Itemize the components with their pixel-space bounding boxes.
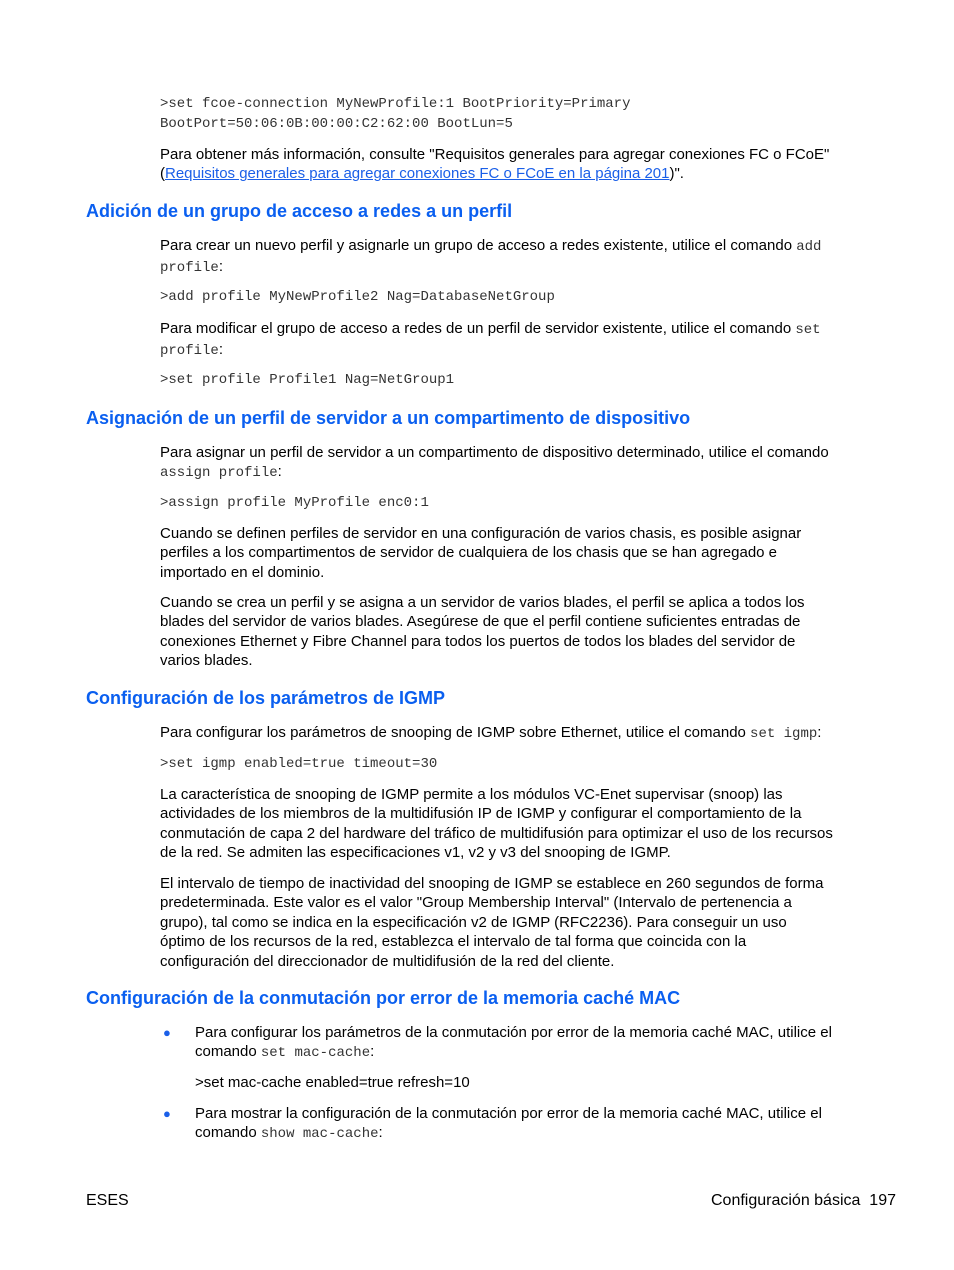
line: blades del servidor de varios blades. Asegúrese de que el perfil contiene suficientes entradas de <box>160 613 801 631</box>
colon: : <box>218 258 223 276</box>
line: Cuando se crea un perfil y se asigna a un servidor de varios blades, el perfil se aplica a todos los <box>160 594 805 611</box>
colon: : <box>277 463 282 481</box>
bullet-show-mac <box>195 1104 885 1145</box>
code-fcoe-line2: BootPort=50:06:0B:00:00:C2:62:00 BootLun=5 <box>160 116 513 132</box>
colon: : <box>378 1124 383 1142</box>
code-fcoe-line1: >set fcoe-connection MyNewProfile:1 BootPriority=Primary <box>160 96 631 112</box>
heading-assign: Asignación de un perfil de servidor a un compartimento de dispositivo <box>86 408 691 428</box>
line: Cuando se definen perfiles de servidor en una configuración de varios chasis, es posible asignar <box>160 525 802 542</box>
para-assign-multiblade <box>160 593 885 671</box>
para-igmp-intro-text: Para configurar los parámetros de snooping de IGMP sobre Ethernet, utilice el comando <box>160 724 751 741</box>
para-igmp-timeout <box>160 874 885 971</box>
word-comando: comando <box>195 1043 261 1061</box>
para-more-info <box>160 145 885 184</box>
line: perfiles a los compartimentos de servidor de cualquiera de los chasis que se han agregado e <box>160 544 778 562</box>
line: importado en el dominio. <box>160 563 325 581</box>
code-set-mac-cache: >set mac-cache enabled=true refresh=10 <box>195 1074 470 1091</box>
colon: : <box>370 1043 375 1061</box>
cmd-set-igmp: set igmp <box>750 726 818 742</box>
para-assign-multichassis <box>160 524 885 582</box>
code-add-profile: >add profile MyNewProfile2 Nag=DatabaseNetGroup <box>160 289 555 305</box>
code-set-igmp: >set igmp enabled=true timeout=30 <box>160 756 438 772</box>
line: Para configurar los parámetros de la conmutación por error de la memoria caché MAC, utilice el <box>195 1024 832 1041</box>
para-more-info-end: )". <box>669 165 684 183</box>
line: El intervalo de tiempo de inactividad del snooping de IGMP se establece en 260 segundos de forma <box>160 875 824 892</box>
line: conexiones Ethernet y Fibre Channel para todos los puertos de todos los blades del servidor de <box>160 632 796 650</box>
page-number: 197 <box>869 1192 896 1209</box>
cmd-set-mac-cache: set mac-cache <box>260 1045 371 1062</box>
line: Para mostrar la configuración de la conmutación por error de la memoria caché MAC, utilice el <box>195 1105 822 1122</box>
para-nag-create-text: Para crear un nuevo perfil y asignarle un grupo de acceso a redes existente, utilice el comando <box>160 237 797 254</box>
cmd-set: set <box>795 322 821 338</box>
bullet-configure-mac <box>195 1023 885 1064</box>
heading-igmp: Configuración de los parámetros de IGMP <box>86 688 446 708</box>
heading-mac-cache: Configuración de la conmutación por error de la memoria caché MAC <box>86 988 681 1008</box>
para-more-info-text: Para obtener más información, consulte "Requisitos generales para agregar conexiones FC o FCoE" ( <box>160 146 830 183</box>
heading-nag: Adición de un grupo de acceso a redes a un perfil <box>86 201 513 221</box>
line: conmutación de capa 2 del hardware del tráfico de multidifusión para optimizar el uso de los recursos <box>160 824 833 842</box>
para-assign-intro-text: Para asignar un perfil de servidor a un compartimento de dispositivo determinado, utilice el comando <box>160 444 829 461</box>
line: actividades de los miembros de la multidifusión IP de IGMP y configurar el comportamiento de la <box>160 805 802 823</box>
word-comando: comando <box>195 1124 261 1142</box>
para-nag-modify <box>160 319 885 362</box>
cmd-show-mac-cache: show mac-cache <box>260 1126 379 1143</box>
bullet-icon: ● <box>163 1106 171 1121</box>
cmd-profile: profile <box>160 343 219 360</box>
line: de la red. Se admiten las especificaciones v1, v2 y v3 del snooping de IGMP. <box>160 844 671 862</box>
cmd-profile: profile <box>160 260 219 277</box>
link-requisitos[interactable]: Requisitos generales para agregar conexiones FC o FCoE en la página 201 <box>165 165 670 183</box>
line: grupo), tal como se indica en la especificación v2 de IGMP (RFC2236). Para conseguir un uso <box>160 913 787 931</box>
colon: : <box>218 341 223 359</box>
line: configuración del direccionador de multidifusión de la red del cliente. <box>160 952 615 970</box>
para-igmp-intro <box>160 723 885 744</box>
cmd-assign-profile: assign profile <box>160 465 278 482</box>
line: varios blades. <box>160 652 253 670</box>
bullet-icon: ● <box>163 1025 171 1040</box>
line: predeterminada. Este valor es el valor "Group Membership Interval" (Intervalo de pertenencia a <box>160 894 792 912</box>
para-nag-create <box>160 236 885 279</box>
footer-page-info <box>711 1192 896 1210</box>
para-igmp-feature <box>160 785 885 863</box>
para-nag-modify-text: Para modificar el grupo de acceso a redes de un perfil de servidor existente, utilice el comando <box>160 320 796 337</box>
colon: : <box>817 724 822 741</box>
footer-locale: ESES <box>86 1192 129 1209</box>
cmd-add: add <box>796 239 822 255</box>
line: La característica de snooping de IGMP permite a los módulos VC-Enet supervisar (snoop) las <box>160 786 783 803</box>
line: óptimo de los recursos de la red, establezca el intervalo de tal forma que coincida con la <box>160 933 747 951</box>
para-assign-intro <box>160 443 885 484</box>
code-set-profile: >set profile Profile1 Nag=NetGroup1 <box>160 372 455 388</box>
footer-chapter-title: Configuración básica <box>710 1192 861 1209</box>
code-assign-profile: >assign profile MyProfile enc0:1 <box>160 495 429 511</box>
